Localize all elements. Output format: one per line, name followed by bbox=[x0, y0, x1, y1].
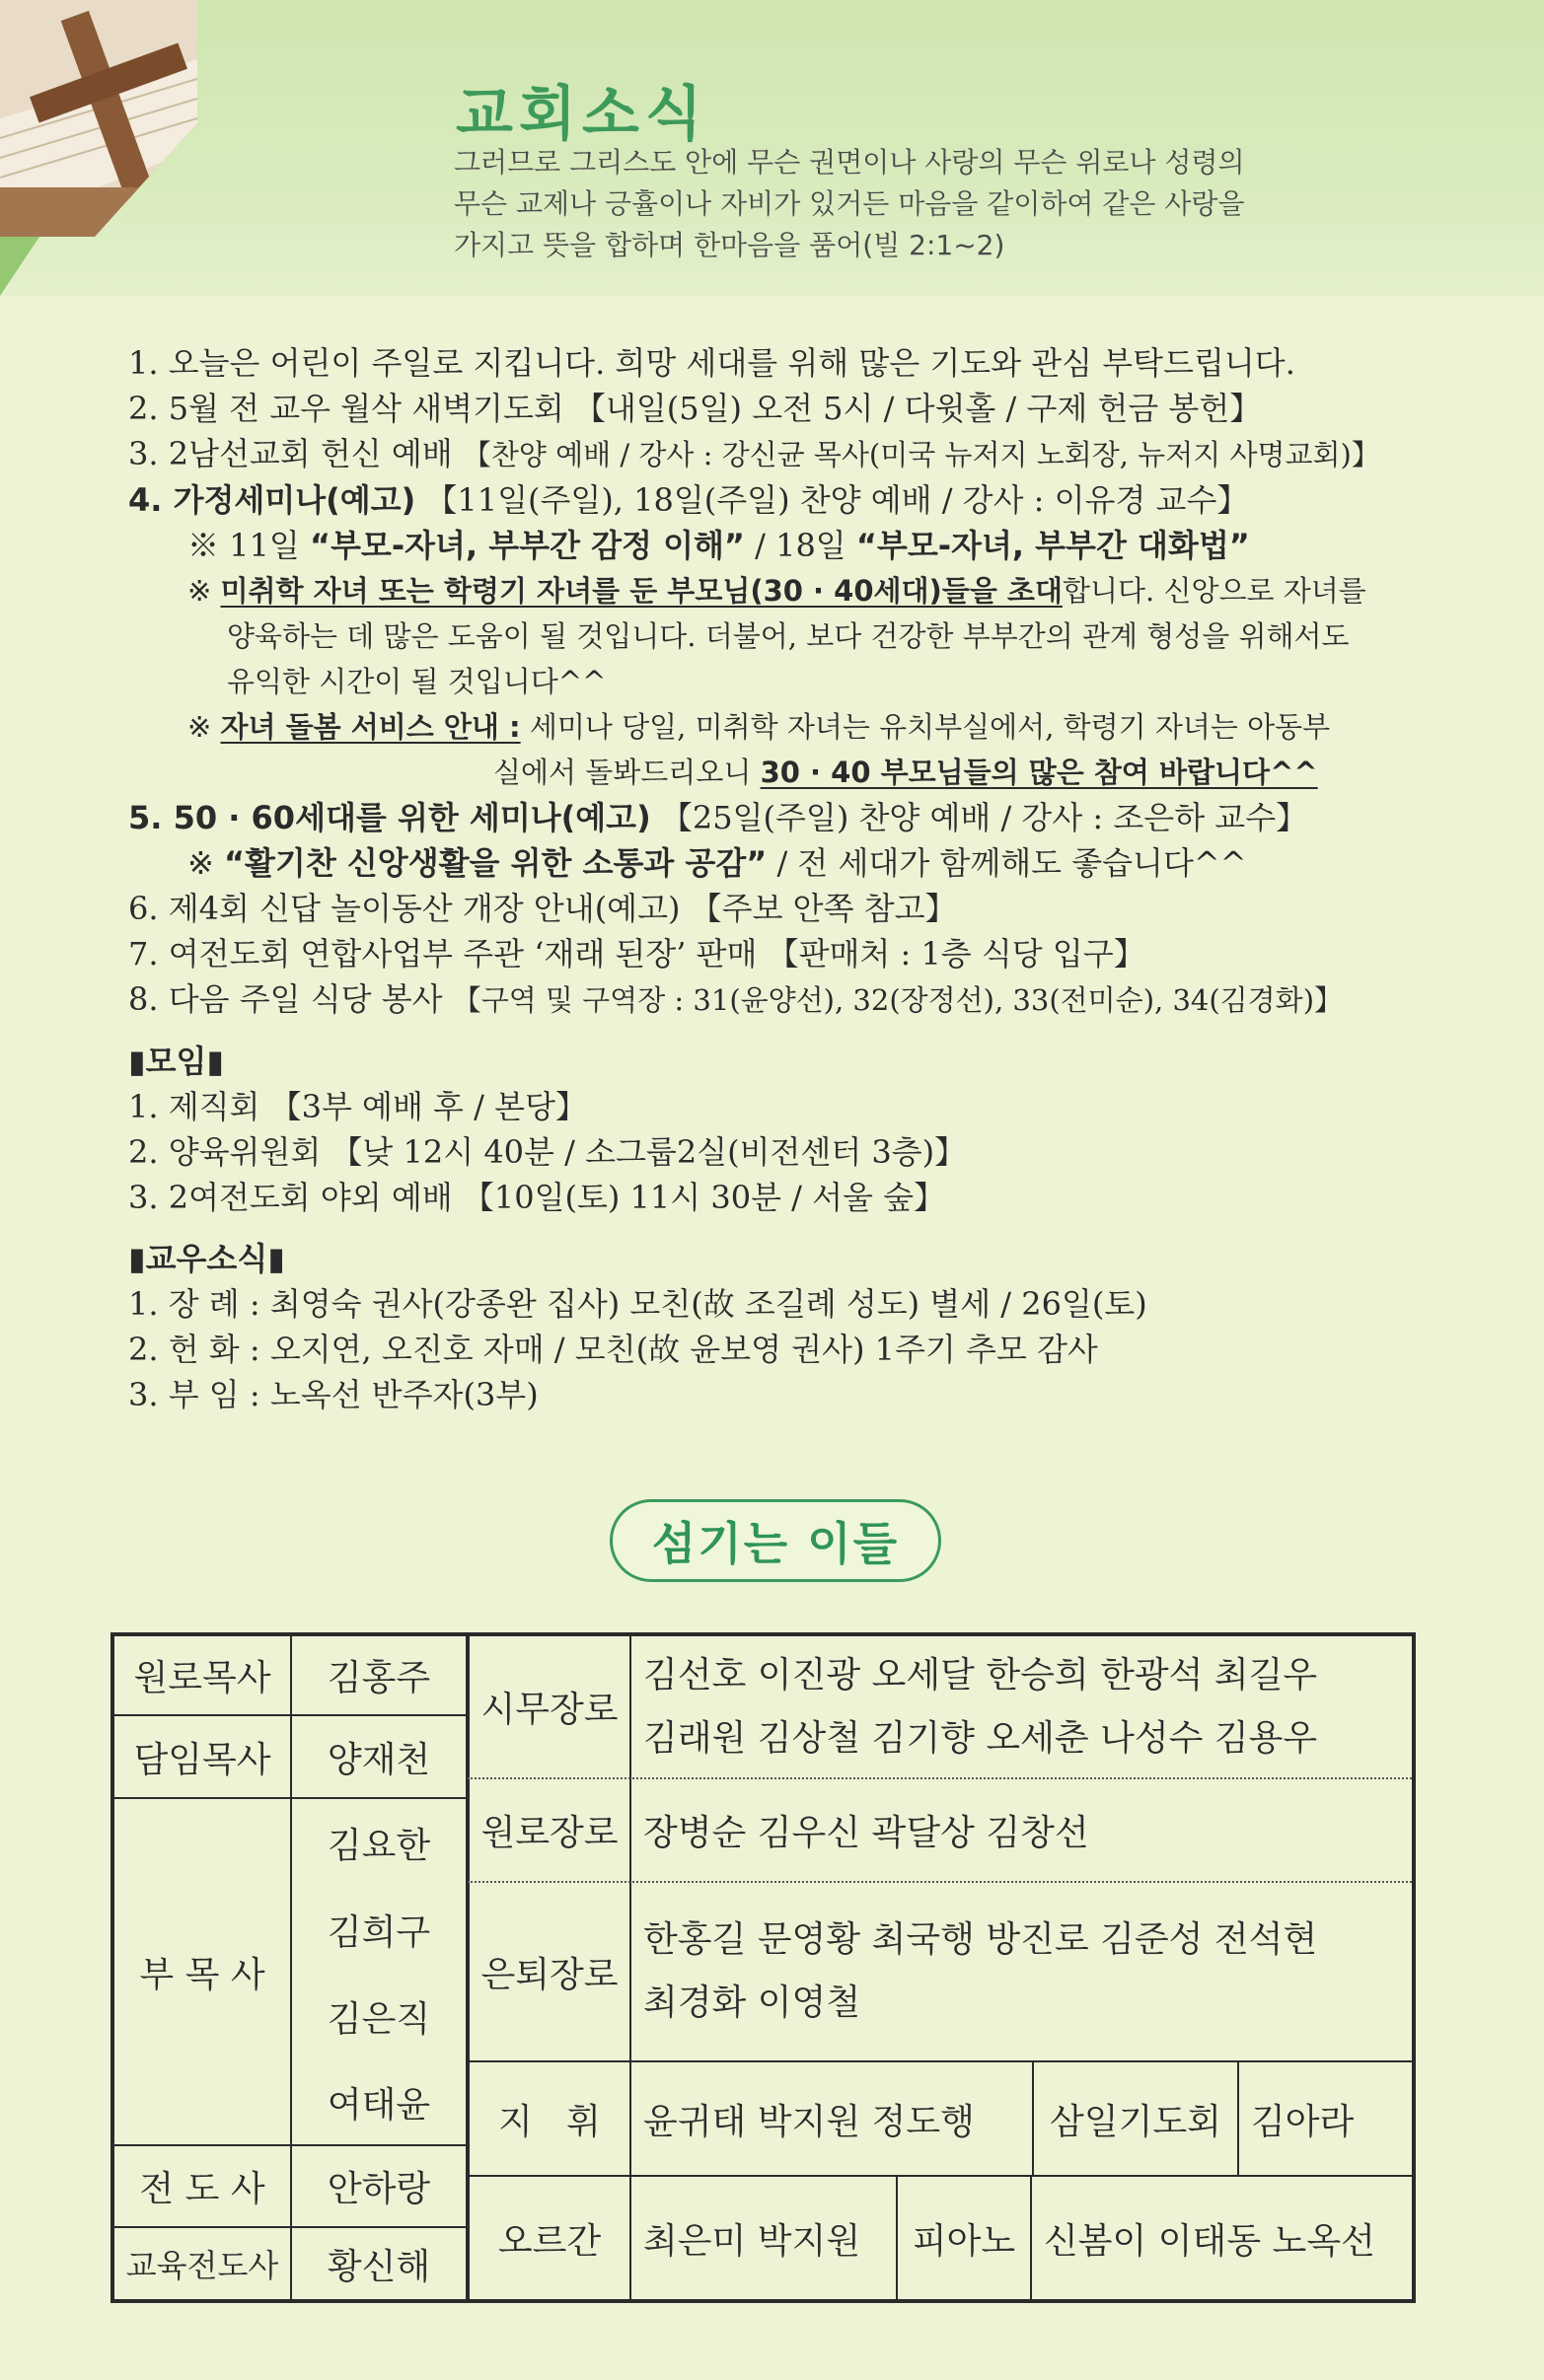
associate-pastor-name: 김희구 bbox=[327, 1911, 431, 1953]
retired-elders-names bbox=[631, 1883, 1411, 2060]
participation-request: 30 · 40 부모님들의 많은 참여 바랍니다^^ bbox=[760, 756, 1318, 789]
news-item-4-title: 4. 가정세미나(예고) bbox=[128, 481, 416, 519]
associate-pastor-name: 김은직 bbox=[327, 1998, 431, 2040]
associate-pastor-label: 부 목 사 bbox=[139, 1954, 265, 1995]
conductor-label: 지 휘 bbox=[498, 2101, 601, 2142]
news-item-1: 1. 오늘은 어린이 주일로 지킵니다. 희망 세대를 위해 많은 기도와 관심 부탁드립니다. bbox=[128, 344, 1295, 382]
edu-evangelist-name: 황신해 bbox=[327, 2246, 431, 2287]
news-item-8-detail: 【구역 및 구역장 : 31(윤양선), 32(장정선), 33(전미순), 34(김경화)】 bbox=[452, 983, 1344, 1017]
news-item-2: 2. 5월 전 교우 월삭 새벽기도회 【내일(5일) 오전 5시 / 다윗홀 / 구제 헌금 봉헌】 bbox=[128, 390, 1262, 427]
organ-label: 오르간 bbox=[497, 2220, 602, 2262]
active-elders-label: 시무장로 bbox=[480, 1690, 619, 1730]
member-news-item: 2. 헌 화 : 오지연, 오진호 자매 / 모친(故 윤보영 권사) 1주기 추모 감사 bbox=[128, 1331, 1098, 1368]
note-text: / 전 세대가 함께해도 좋습니다^^ bbox=[767, 844, 1247, 882]
emeritus-pastor-name: 김홍주 bbox=[327, 1658, 431, 1698]
announcements bbox=[128, 340, 1440, 1417]
verse-line: 그러므로 그리스도 안에 무슨 권면이나 사랑의 무슨 위로나 성령의 bbox=[454, 146, 1245, 179]
senior-pastor-label: 담임목사 bbox=[133, 1739, 271, 1780]
emeritus-pastor-label: 원로목사 bbox=[133, 1658, 271, 1698]
news-item-4-note-3-line-2 bbox=[493, 750, 1440, 795]
news-item-5-title: 5. 50 · 60세대를 위한 세미나(예고) bbox=[128, 799, 651, 836]
note-separator: / 18일 bbox=[744, 527, 856, 564]
emeritus-elders-names: 장병순 김우신 곽달상 김창선 bbox=[643, 1813, 1089, 1853]
member-news-item: 3. 부 임 : 노옥선 반주자(3부) bbox=[128, 1376, 539, 1413]
meeting-item: 1. 제직회 【3부 예배 후 / 본당】 bbox=[128, 1088, 587, 1125]
news-item-4-note-1 bbox=[187, 523, 1440, 568]
meeting-item: 3. 2여전도회 야외 예배 【10일(토) 11시 30분 / 서울 숲】 bbox=[128, 1179, 946, 1216]
news-item-5-detail: 【25일(주일) 찬양 예배 / 강사 : 조은하 교수】 bbox=[650, 799, 1308, 836]
news-item-4-note-2 bbox=[187, 568, 1440, 613]
meetings-heading: ▮모임▮ bbox=[128, 1043, 225, 1080]
childcare-heading: 자녀 돌봄 서비스 안내 : bbox=[220, 710, 521, 744]
senior-pastor-name: 양재천 bbox=[327, 1739, 431, 1780]
active-elders-names bbox=[631, 1636, 1411, 1777]
news-item-5 bbox=[128, 795, 1440, 840]
note-mark: ※ bbox=[187, 574, 212, 608]
seminar-theme: “활기찬 신앙생활을 위한 소통과 공감” bbox=[223, 844, 768, 882]
verse-line: 가지고 뜻을 합하며 한마음을 품어(빌 2:1~2) bbox=[454, 229, 1005, 261]
news-item-4 bbox=[128, 477, 1440, 523]
retired-elders-line: 최경화 이영철 bbox=[643, 1983, 861, 2023]
note-mark: ※ bbox=[187, 844, 214, 882]
active-elders-line: 김선호 이진광 오세달 한승희 한광석 최길우 bbox=[643, 1654, 1318, 1695]
note-text: 실에서 돌봐드리오니 bbox=[493, 756, 761, 789]
associate-pastor-name: 김요한 bbox=[327, 1825, 431, 1866]
note-text: 합니다. 신앙으로 자녀를 bbox=[1062, 574, 1366, 608]
piano-label: 피아노 bbox=[912, 2220, 1016, 2262]
invitation-text: 미취학 자녀 또는 학령기 자녀를 둔 부모님(30 · 40세대)들을 초대 bbox=[220, 574, 1063, 608]
member-news-item: 1. 장 례 : 최영숙 권사(강종완 집사) 모친(故 조길례 성도) 별세 / 26일(토) bbox=[128, 1285, 1147, 1323]
news-item-3 bbox=[128, 431, 1440, 477]
active-elders-line: 김래원 김상철 김기향 오세춘 나성수 김용우 bbox=[643, 1717, 1318, 1759]
seminar-topic-2: “부모-자녀, 부부간 대화법” bbox=[855, 527, 1250, 564]
retired-elders-label: 은퇴장로 bbox=[480, 1954, 619, 1995]
news-item-4-note-3 bbox=[187, 704, 1440, 750]
news-item-5-note bbox=[187, 840, 1440, 886]
servers-heading: 섬기는 이들 bbox=[610, 1499, 941, 1582]
edu-evangelist-label: 교육전도사 bbox=[125, 2247, 279, 2284]
news-item-8-main: 8. 다음 주일 식당 봉사 bbox=[128, 980, 453, 1018]
retired-elders-line: 한홍길 문영황 최국행 방진로 김준성 전석현 bbox=[643, 1919, 1318, 1960]
evangelist-label: 전 도 사 bbox=[139, 2169, 265, 2209]
wednesday-prayer-label: 삼일기도회 bbox=[1050, 2101, 1221, 2142]
verse-line: 무슨 교제나 긍휼이나 자비가 있거든 마음을 같이하여 같은 사랑을 bbox=[454, 187, 1245, 220]
piano-names: 신봄이 이태동 노옥선 bbox=[1044, 2220, 1375, 2262]
note-mark: ※ bbox=[187, 710, 212, 744]
news-item-3-main: 3. 2남선교회 헌신 예배 bbox=[128, 435, 463, 472]
scripture-verse bbox=[454, 142, 1440, 266]
wednesday-prayer-name: 김아라 bbox=[1251, 2101, 1355, 2142]
news-item-4-note-2-line-3: 유익한 시간이 될 것입니다^^ bbox=[227, 665, 607, 698]
seminar-topic-1: “부모-자녀, 부부간 감정 이해” bbox=[309, 527, 745, 564]
emeritus-elders-label: 원로장로 bbox=[480, 1813, 619, 1853]
news-item-6: 6. 제4회 신답 놀이동산 개장 안내(예고) 【주보 안쪽 참고】 bbox=[128, 890, 957, 927]
news-item-4-detail: 【11일(주일), 18일(주일) 찬양 예배 / 강사 : 이유경 교수】 bbox=[415, 481, 1249, 519]
news-item-4-note-2-line-2: 양육하는 데 많은 도움이 될 것입니다. 더불어, 보다 건강한 부부간의 관계 형성을 위해서도 bbox=[227, 619, 1350, 653]
news-item-8 bbox=[128, 976, 1440, 1023]
note-text: 세미나 당일, 미취학 자녀는 유치부실에서, 학령기 자녀는 아동부 bbox=[520, 710, 1331, 744]
servers-table bbox=[110, 1632, 1416, 2303]
news-item-3-detail: 【찬양 예배 / 강사 : 강신균 목사(미국 뉴저지 노회장, 뉴저지 사명교회)】 bbox=[462, 438, 1380, 471]
evangelist-name: 안하랑 bbox=[327, 2169, 431, 2209]
note-prefix: ※ 11일 bbox=[187, 527, 310, 564]
member-news-heading: ▮교우소식▮ bbox=[128, 1240, 285, 1277]
associate-pastor-name: 여태윤 bbox=[327, 2084, 431, 2126]
page-title: 교회소식 bbox=[456, 80, 708, 149]
conductor-names: 윤귀태 박지원 정도행 bbox=[643, 2101, 975, 2142]
meeting-item: 2. 양육위원회 【낮 12시 40분 / 소그룹2실(비전센터 3층)】 bbox=[128, 1133, 967, 1171]
news-item-7: 7. 여전도회 연합사업부 주관 ‘재래 된장’ 판매 【판매처 : 1층 식당 입구】 bbox=[128, 935, 1145, 973]
organ-names: 최은미 박지원 bbox=[643, 2220, 861, 2262]
